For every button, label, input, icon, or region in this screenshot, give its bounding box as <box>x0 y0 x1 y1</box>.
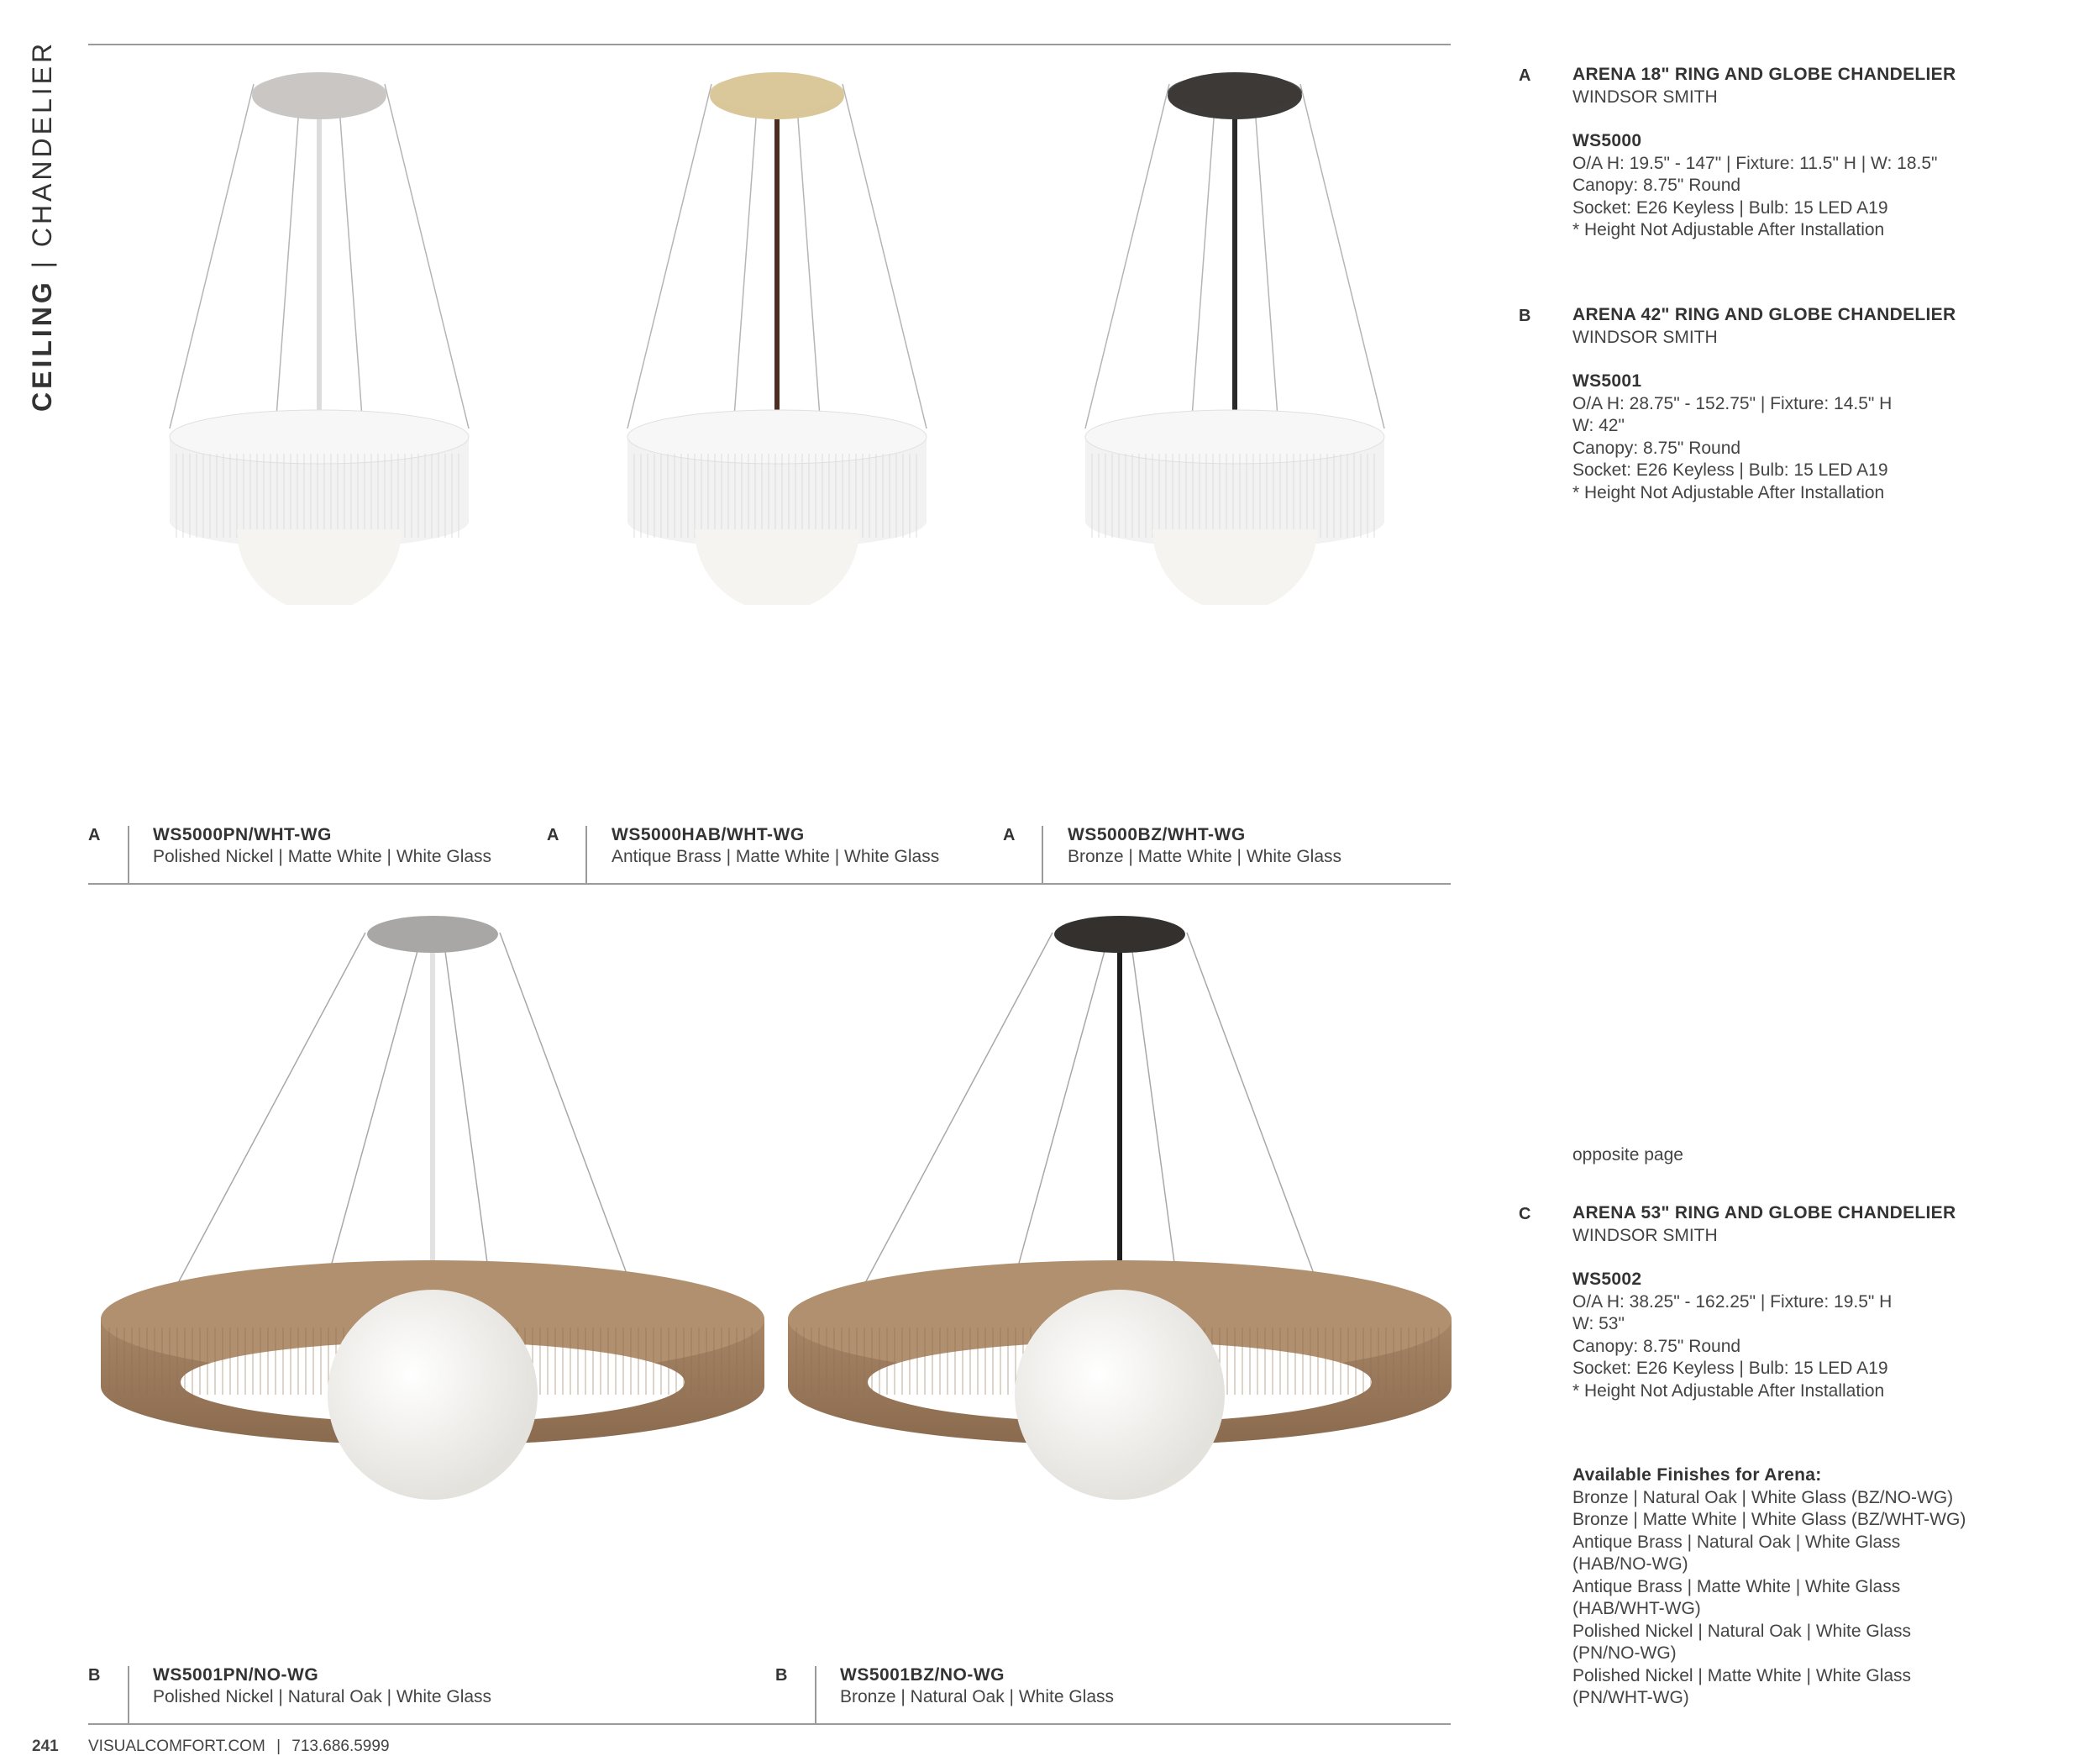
finish-label: Polished Nickel | Natural Oak | White Glass <box>153 1687 492 1706</box>
sku-label: WS5000PN/WHT-WG <box>153 825 332 844</box>
spec-model: WS5001 <box>1572 371 1642 391</box>
spec-model: WS5002 <box>1572 1270 1642 1289</box>
spec-title: ARENA 18" RING AND GLOBE CHANDELIER <box>1572 65 1956 84</box>
separator: | <box>276 1738 281 1755</box>
sku-label: WS5000BZ/WHT-WG <box>1068 825 1246 844</box>
spec-designer: WINDSOR SMITH <box>1572 1225 1718 1245</box>
caption-divider <box>1042 826 1043 883</box>
finish-line: Antique Brass | Natural Oak | White Glass <box>1572 1532 1901 1552</box>
chandelier-image-ws5000bz <box>1075 59 1394 605</box>
finish-line: Antique Brass | Matte White | White Glass <box>1572 1576 1901 1596</box>
category-label: CEILING <box>27 279 57 412</box>
spec-line: O/A H: 19.5" - 147" | Fixture: 11.5" H | W: 18.5" <box>1572 153 1938 173</box>
site-url[interactable]: VISUALCOMFORT.COM <box>88 1738 265 1755</box>
top-rule <box>88 44 1451 45</box>
sku-label: WS5000HAB/WHT-WG <box>612 825 805 844</box>
spec-line: W: 42" <box>1572 416 1625 435</box>
spec-designer: WINDSOR SMITH <box>1572 327 1718 347</box>
available-finishes <box>1572 1464 2076 1710</box>
spec-model: WS5000 <box>1572 131 1642 150</box>
finish-label: Bronze | Natural Oak | White Glass <box>840 1687 1115 1706</box>
bottom-rule <box>88 1723 1451 1725</box>
finish-line: Bronze | Natural Oak | White Glass (BZ/NO-WG) <box>1572 1487 1954 1507</box>
caption-divider <box>815 1666 816 1723</box>
phone-number[interactable]: 713.686.5999 <box>291 1738 390 1755</box>
caption-divider <box>585 826 587 883</box>
variant-letter: B <box>88 1666 101 1685</box>
footer-contact <box>88 1738 390 1756</box>
finish-label: Bronze | Matte White | White Glass <box>1068 847 1342 866</box>
spec-title: ARENA 42" RING AND GLOBE CHANDELIER <box>1572 305 1956 324</box>
sku-label: WS5001BZ/NO-WG <box>840 1665 1005 1685</box>
variant-letter: A <box>88 826 101 844</box>
spec-line: Canopy: 8.75" Round <box>1572 176 1741 195</box>
opposite-page-note: opposite page <box>1572 1145 1683 1165</box>
spec-letter: A <box>1519 66 1531 85</box>
spec-line: Canopy: 8.75" Round <box>1572 1336 1741 1356</box>
variant-letter: A <box>1003 826 1016 844</box>
spec-letter: C <box>1519 1205 1531 1223</box>
variant-letter: B <box>775 1666 788 1685</box>
sku-label: WS5001PN/NO-WG <box>153 1665 319 1685</box>
page-number: 241 <box>32 1738 59 1755</box>
spec-designer: WINDSOR SMITH <box>1572 87 1718 107</box>
spec-block-a <box>1572 64 2076 242</box>
finish-line: (PN/NO-WG) <box>1572 1643 1677 1663</box>
finish-line: Bronze | Matte White | White Glass (BZ/WHT-WG) <box>1572 1510 1966 1529</box>
spec-line: * Height Not Adjustable After Installation <box>1572 482 1885 502</box>
spec-title: ARENA 53" RING AND GLOBE CHANDELIER <box>1572 1203 1956 1222</box>
finish-label: Polished Nickel | Matte White | White Glass <box>153 847 492 866</box>
spec-line: * Height Not Adjustable After Installation <box>1572 1380 1885 1401</box>
spec-line: Socket: E26 Keyless | Bulb: 15 LED A19 <box>1572 1359 1888 1378</box>
spec-line: Socket: E26 Keyless | Bulb: 15 LED A19 <box>1572 197 1888 218</box>
finish-line: Polished Nickel | Matte White | White Glass <box>1572 1665 1912 1685</box>
finish-line: (HAB/NO-WG) <box>1572 1554 1688 1574</box>
spec-letter: B <box>1519 307 1531 325</box>
spec-line: W: 53" <box>1572 1314 1625 1333</box>
chandelier-image-ws5001pn <box>92 899 773 1529</box>
spec-line: O/A H: 38.25" - 162.25" | Fixture: 19.5" H <box>1572 1291 1893 1312</box>
finish-line: (HAB/WHT-WG) <box>1572 1599 1701 1618</box>
side-section-header <box>27 39 69 412</box>
finishes-title: Available Finishes for Arena: <box>1572 1465 1822 1485</box>
spec-block-b <box>1572 304 2076 504</box>
separator: | <box>27 258 57 269</box>
spec-line: O/A H: 28.75" - 152.75" | Fixture: 14.5" H <box>1572 393 1893 413</box>
middle-rule <box>88 883 1451 885</box>
chandelier-image-ws5000pn <box>160 59 479 605</box>
caption-divider <box>128 826 129 883</box>
finish-line: (PN/WHT-WG) <box>1572 1688 1689 1707</box>
spec-block-c <box>1572 1202 2076 1402</box>
chandelier-image-ws5001bz <box>780 899 1460 1529</box>
spec-line: * Height Not Adjustable After Installation <box>1572 220 1885 239</box>
finish-line: Polished Nickel | Natural Oak | White Glass <box>1572 1621 1912 1641</box>
finish-label: Antique Brass | Matte White | White Glass <box>612 847 940 866</box>
subcategory-label: CHANDELIER <box>27 39 57 248</box>
spec-line: Canopy: 8.75" Round <box>1572 438 1741 458</box>
spec-line: Socket: E26 Keyless | Bulb: 15 LED A19 <box>1572 460 1888 480</box>
chandelier-image-ws5000hab <box>617 59 937 605</box>
caption-divider <box>128 1666 129 1723</box>
variant-letter: A <box>547 826 559 844</box>
